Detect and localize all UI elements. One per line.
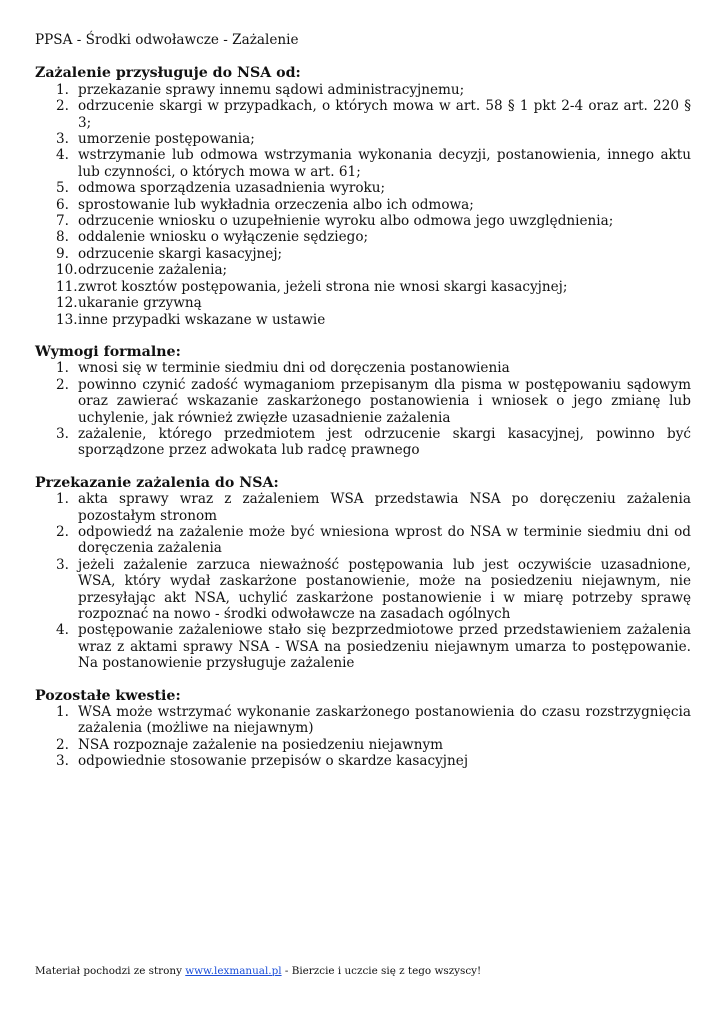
- list-item-number: 7.: [56, 213, 69, 230]
- list-item-text: umorzenie postępowania;: [78, 131, 255, 148]
- list-item-number: 8.: [56, 229, 69, 246]
- section-heading: Zażalenie przysługuje do NSA od:: [35, 65, 301, 82]
- list-item: [35, 753, 691, 769]
- numbered-list: [35, 491, 691, 671]
- list-item-text: ukaranie grzywną: [78, 295, 202, 312]
- list-item-number: 11.: [56, 278, 78, 295]
- list-item-number: 2.: [56, 98, 69, 115]
- list-item-text: odrzucenie zażalenia;: [78, 262, 228, 279]
- document-body: [35, 65, 691, 769]
- list-item: [35, 377, 691, 426]
- list-item-text: WSA może wstrzymać wykonanie zaskarżonego postanowienia do czasu rozstrzygnięcia zażalenia (możliwe na niejawnym): [78, 704, 691, 737]
- section: [35, 344, 691, 459]
- list-item-number: 12.: [56, 295, 78, 312]
- list-item: [35, 246, 691, 262]
- list-item-number: 2.: [56, 523, 69, 540]
- list-item: [35, 98, 691, 131]
- list-item: [35, 131, 691, 147]
- section-heading: Wymogi formalne:: [35, 343, 181, 360]
- list-item-number: 1.: [56, 491, 69, 508]
- list-item-text: wstrzymanie lub odmowa wstrzymania wykonania decyzji, postanowienia, innego aktu lub czynności, o których mowa w art. 61;: [78, 147, 691, 180]
- list-item-number: 3.: [56, 556, 69, 573]
- footer-link[interactable]: www.lexmanual.pl: [185, 965, 282, 977]
- list-item-text: odrzucenie skargi kasacyjnej;: [78, 245, 283, 262]
- list-item: [35, 426, 691, 459]
- list-item-text: inne przypadki wskazane w ustawie: [78, 311, 326, 328]
- list-item-text: przekazanie sprawy innemu sądowi administracyjnemu;: [78, 81, 465, 98]
- list-item-number: 2.: [56, 736, 69, 753]
- list-item-number: 9.: [56, 245, 69, 262]
- list-item-number: 1.: [56, 360, 69, 377]
- list-item-text: zwrot kosztów postępowania, jeżeli strona nie wnosi skargi kasacyjnej;: [78, 278, 568, 295]
- list-item: [35, 312, 691, 328]
- list-item-text: zażalenie, którego przedmiotem jest odrzucenie skargi kasacyjnej, powinno być sporządzone przez adwokata lub radcę prawnego: [78, 425, 691, 459]
- section: [35, 65, 691, 328]
- list-item-text: odpowiednie stosowanie przepisów o skardze kasacyjnej: [78, 753, 469, 770]
- footer-prefix: Materiał pochodzi ze strony: [35, 965, 186, 977]
- list-item-number: 1.: [56, 704, 69, 721]
- section-heading: Pozostałe kwestie:: [35, 687, 181, 704]
- list-item: [35, 295, 691, 311]
- list-item: [35, 197, 691, 213]
- list-item: [35, 180, 691, 196]
- list-item-text: jeżeli zażalenie zarzuca nieważność postępowania lub jest oczywiście uzasadnione, WSA, który wydał zaskarżone postanowienie, może na posiedzeniu niejawnym, nie przesyłając akt NSA, uchylić zaskarżone postanowienie i w miarę potrzeby sprawę rozpoznać na nowo - środki odwoławcze na zasadach ogólnych: [78, 556, 691, 622]
- list-item: [35, 213, 691, 229]
- list-item: [35, 360, 691, 376]
- list-item-text: wnosi się w terminie siedmiu dni od doręczenia postanowienia: [78, 360, 510, 377]
- list-item-text: odmowa sporządzenia uzasadnienia wyroku;: [78, 180, 386, 197]
- list-item-number: 1.: [56, 81, 69, 98]
- list-item-number: 10.: [56, 262, 78, 279]
- list-item-text: postępowanie zażaleniowe stało się bezprzedmiotowe przed przedstawieniem zażalenia wraz z aktami sprawy NSA - WSA na posiedzeniu niejawnym umarza to postępowanie. Na postanowienie przysługuje zażalenie: [78, 622, 691, 672]
- list-item: [35, 82, 691, 98]
- list-item: [35, 262, 691, 278]
- list-item: [35, 279, 691, 295]
- list-item: [35, 557, 691, 623]
- list-item-text: akta sprawy wraz z zażaleniem WSA przedstawia NSA po doręczeniu zażalenia pozostałym stronom: [78, 491, 691, 524]
- list-item-number: 2.: [56, 376, 69, 393]
- numbered-list: [35, 704, 691, 770]
- list-item-number: 13.: [56, 311, 78, 328]
- list-item-number: 5.: [56, 180, 69, 197]
- list-item-number: 3.: [56, 425, 69, 442]
- list-item-text: odrzucenie skargi w przypadkach, o których mowa w art. 58 § 1 pkt 2-4 oraz art. 220 § 3;: [78, 98, 691, 131]
- section: [35, 688, 691, 770]
- list-item: [35, 524, 691, 557]
- list-item-text: oddalenie wniosku o wyłączenie sędziego;: [78, 229, 369, 246]
- list-item-text: sprostowanie lub wykładnia orzeczenia albo ich odmowa;: [78, 196, 474, 213]
- list-item: [35, 622, 691, 671]
- footer-note: [35, 965, 481, 978]
- document-title: PPSA - Środki odwoławcze - Zażalenie: [35, 32, 299, 48]
- list-item-text: powinno czynić zadość wymaganiom przepisanym dla pisma w postępowaniu sądowym oraz zawierać wskazanie zaskarżonego postanowienia i wniosek o jego zmianę lub uchylenie, jak również zwięzłe uzasadnienie zażalenia: [78, 376, 691, 426]
- list-item-number: 3.: [56, 753, 69, 770]
- list-item: [35, 737, 691, 753]
- numbered-list: [35, 82, 691, 328]
- list-item-text: odrzucenie wniosku o uzupełnienie wyroku albo odmowa jego uwzględnienia;: [78, 213, 614, 230]
- list-item-number: 4.: [56, 147, 69, 164]
- list-item-number: 3.: [56, 131, 69, 148]
- section-heading: Przekazanie zażalenia do NSA:: [35, 474, 279, 491]
- list-item: [35, 704, 691, 737]
- list-item-text: NSA rozpoznaje zażalenie na posiedzeniu niejawnym: [78, 736, 444, 753]
- section: [35, 475, 691, 672]
- document-page: [35, 32, 691, 786]
- list-item: [35, 229, 691, 245]
- list-item-number: 6.: [56, 196, 69, 213]
- list-item-text: odpowiedź na zażalenie może być wniesiona wprost do NSA w terminie siedmiu dni od doręczenia zażalenia: [78, 523, 691, 557]
- footer-suffix: - Bierzcie i uczcie się z tego wszyscy!: [281, 965, 482, 977]
- list-item: [35, 491, 691, 524]
- list-item-number: 4.: [56, 622, 69, 639]
- list-item: [35, 147, 691, 180]
- numbered-list: [35, 360, 691, 458]
